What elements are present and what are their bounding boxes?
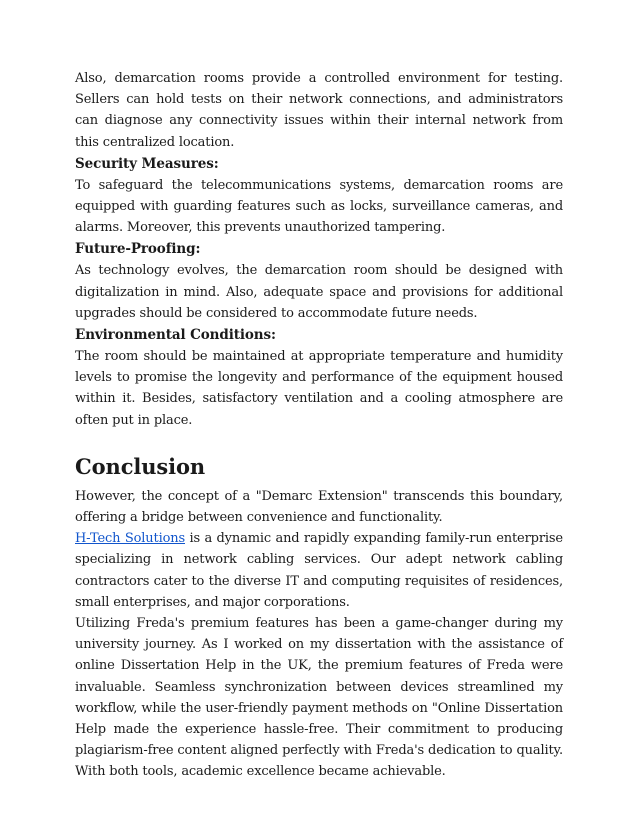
conclusion-paragraph-2-text: is a dynamic and rapidly expanding family-run enterprise specializing in network cabling services. Our adept network cabling contractors cater to the diverse IT and computing requisites of residences, small enterprises, and major corporations.: [75, 531, 563, 610]
environmental-heading: Environmental Conditions:: [75, 327, 276, 344]
conclusion-heading: Conclusion: [75, 453, 206, 479]
conclusion-paragraph-1: However, the concept of a "Demarc Extension" transcends this boundary, offering a bridge between convenience and functionality.: [75, 488, 563, 526]
environmental-paragraph: The room should be maintained at appropriate temperature and humidity levels to promise the longevity and performance of the equipment housed within it. Besides, satisfactory ventilation and a cooling atmosphere are often put in place.: [75, 349, 563, 428]
future-proofing-heading: Future-Proofing:: [75, 241, 201, 258]
conclusion-paragraph-3: Utilizing Freda's premium features has been a game-changer during my university journey. As I worked on my dissertation with the assistance of online Dissertation Help in the UK, the premium features of Freda were invaluable. Seamless synchronization between devices streamlined my workflow, while the user-friendly payment methods on "Online Dissertation Help made the experience hassle-free. Their commitment to producing plagiarism-free content aligned perfectly with Freda's dedication to quality. With both tools, academic excellence became achievable.: [75, 616, 563, 780]
document-page: [75, 68, 563, 783]
conclusion-paragraph-2: [75, 528, 563, 613]
future-proofing-paragraph: As technology evolves, the demarcation room should be designed with digitalization in mind. Also, adequate space and provisions for additional upgrades should be considered to accommodate future needs.: [75, 263, 563, 321]
security-paragraph: To safeguard the telecommunications systems, demarcation rooms are equipped with guarding features such as locks, surveillance cameras, and alarms. Moreover, this prevents unauthorized tampering.: [75, 177, 563, 236]
intro-paragraph: Also, demarcation rooms provide a controlled environment for testing. Sellers can hold tests on their network connections, and administrators can diagnose any connectivity issues within their internal network from this centralized location.: [75, 71, 563, 150]
h-tech-solutions-link[interactable]: H-Tech Solutions: [75, 531, 185, 547]
security-heading: Security Measures:: [75, 155, 219, 172]
